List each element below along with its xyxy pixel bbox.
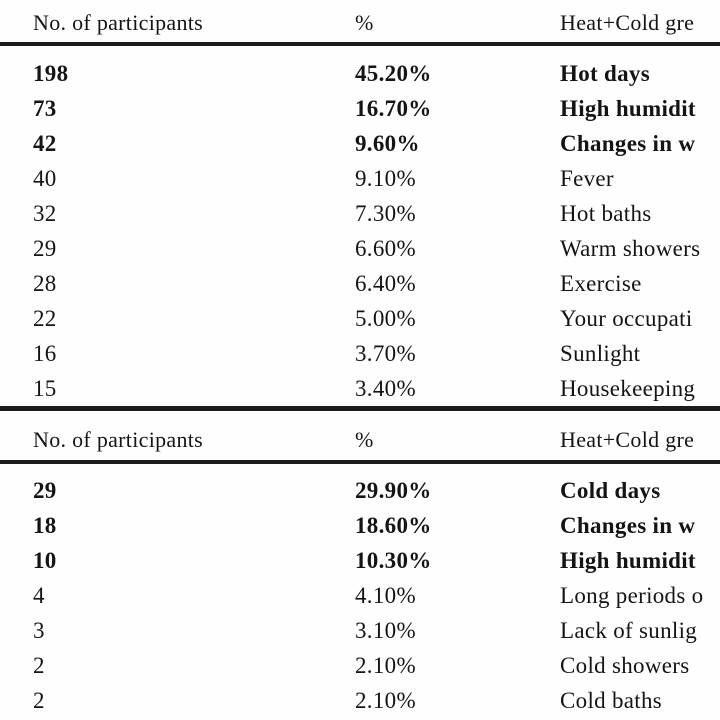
table1-header-row [0,0,720,42]
participants-cell: 15 [33,376,57,401]
column-header-participants: No. of participants [33,427,204,452]
table-row [0,648,720,683]
trigger-cell: Changes in w [560,513,696,538]
table-row [0,266,720,301]
participants-cell: 22 [33,306,57,331]
percent-cell: 5.00% [355,306,416,331]
table-row [0,683,720,718]
trigger-cell: Long periods o [560,583,704,608]
table-row [0,578,720,613]
table-row [0,196,720,231]
trigger-cell: Lack of sunlig [560,618,698,643]
percent-cell: 10.30% [355,548,432,573]
table2-header-row [0,411,720,460]
trigger-cell: Sunlight [560,341,641,366]
percent-cell: 9.60% [355,131,420,156]
table1-body [0,46,720,406]
table-row [0,508,720,543]
percent-cell: 4.10% [355,583,416,608]
column-header-participants: No. of participants [33,10,204,35]
participants-cell: 10 [33,548,57,573]
table-row [0,336,720,371]
table-row [0,371,720,406]
percent-cell: 45.20% [355,61,432,86]
column-header-percent: % [355,10,374,35]
table-row [0,301,720,336]
table2-body [0,464,720,718]
trigger-cell: Housekeeping [560,376,696,401]
participants-cell: 18 [33,513,57,538]
trigger-cell: High humidit [560,96,696,121]
participants-cell: 2 [33,688,45,713]
participants-cell: 42 [33,131,57,156]
trigger-cell: Cold baths [560,688,663,713]
participants-cell: 3 [33,618,45,643]
percent-cell: 7.30% [355,201,416,226]
trigger-cell: High humidit [560,548,696,573]
participants-cell: 29 [33,478,57,503]
trigger-cell: Fever [560,166,614,191]
trigger-cell: Hot baths [560,201,652,226]
percent-cell: 2.10% [355,688,416,713]
table-row [0,231,720,266]
participants-cell: 28 [33,271,57,296]
percent-cell: 16.70% [355,96,432,121]
percent-cell: 3.10% [355,618,416,643]
participants-cell: 40 [33,166,57,191]
percent-cell: 9.10% [355,166,416,191]
participants-cell: 16 [33,341,57,366]
table-row [0,473,720,508]
percent-cell: 3.40% [355,376,416,401]
trigger-cell: Your occupati [560,306,693,331]
trigger-cell: Hot days [560,61,650,86]
percent-cell: 29.90% [355,478,432,503]
participants-cell: 32 [33,201,57,226]
column-header-percent: % [355,427,374,452]
trigger-cell: Changes in w [560,131,696,156]
trigger-cell: Exercise [560,271,642,296]
table-row [0,161,720,196]
participants-cell: 29 [33,236,57,261]
column-header-trigger: Heat+Cold gre [560,427,695,452]
participants-cell: 4 [33,583,45,608]
trigger-cell: Cold showers [560,653,690,678]
table-row [0,613,720,648]
table-row [0,126,720,161]
trigger-cell: Warm showers [560,236,701,261]
percent-cell: 18.60% [355,513,432,538]
participants-cell: 73 [33,96,57,121]
percent-cell: 2.10% [355,653,416,678]
table-row [0,543,720,578]
percent-cell: 6.60% [355,236,416,261]
table-row [0,91,720,126]
table-row [0,56,720,91]
trigger-cell: Cold days [560,478,661,503]
participants-cell: 198 [33,61,69,86]
participants-cell: 2 [33,653,45,678]
percent-cell: 3.70% [355,341,416,366]
column-header-trigger: Heat+Cold gre [560,10,695,35]
percent-cell: 6.40% [355,271,416,296]
